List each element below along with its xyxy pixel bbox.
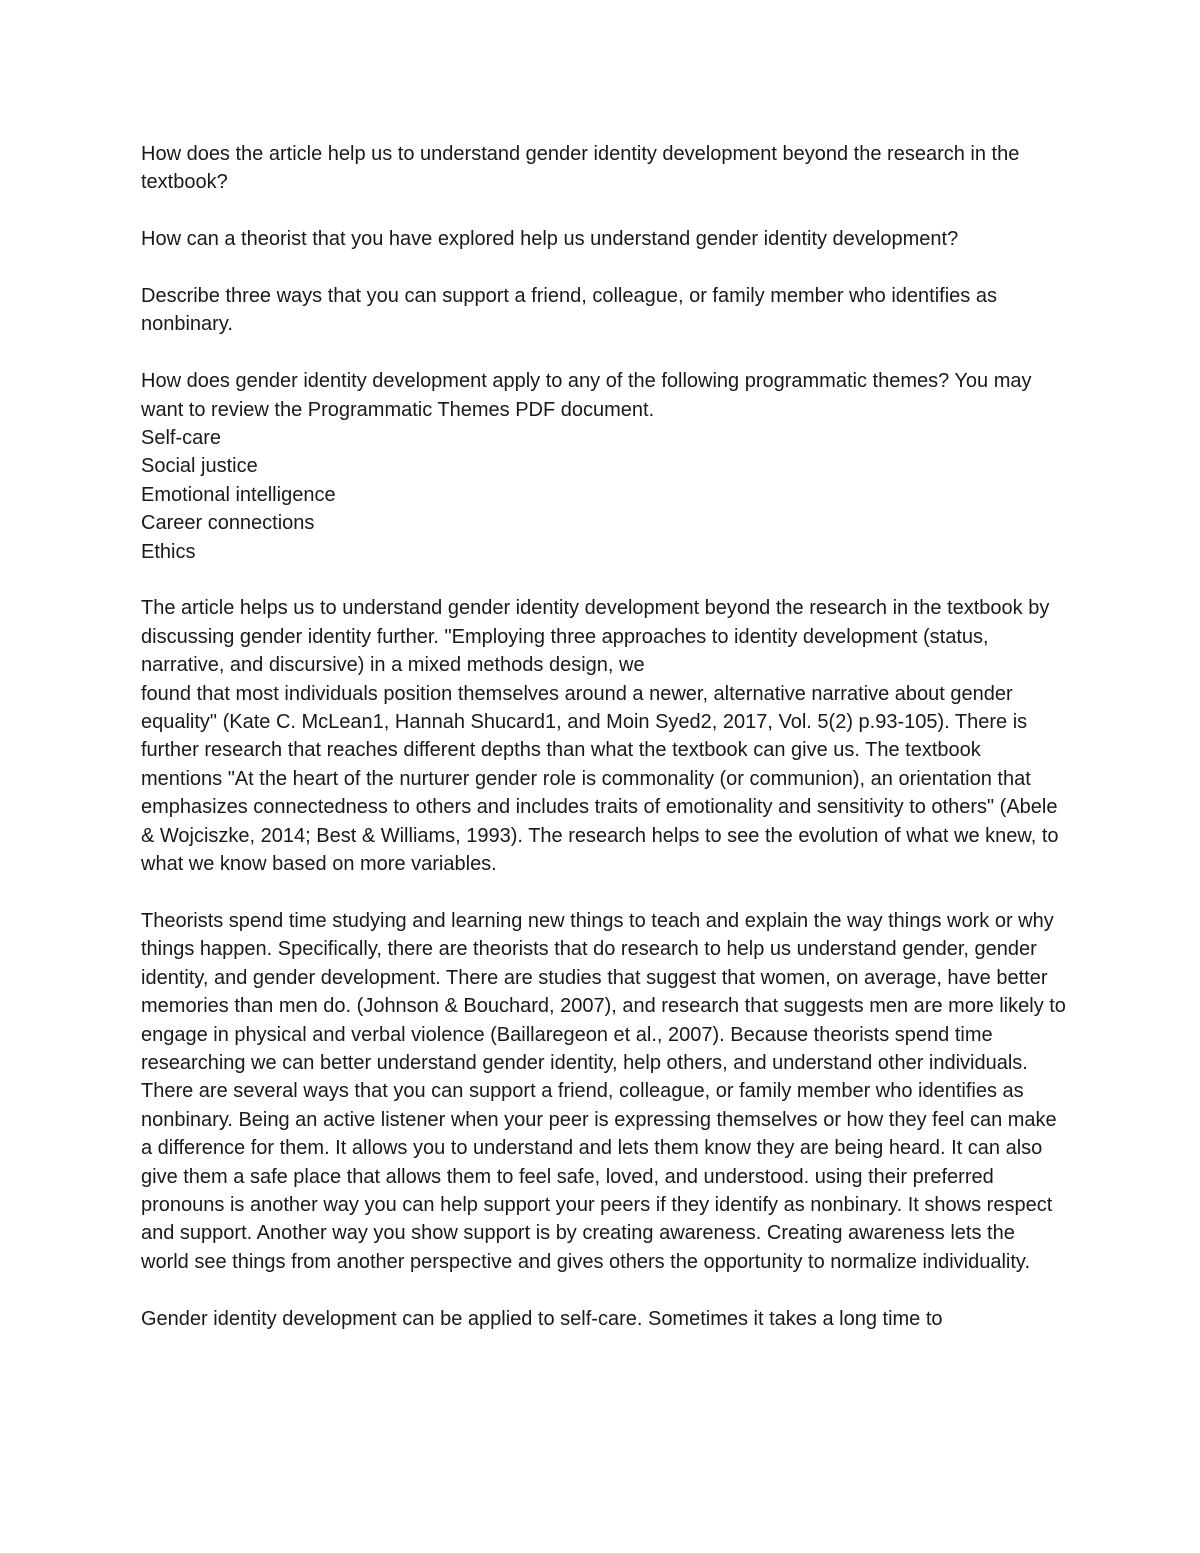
answer-4-paragraph: Gender identity development can be applied to self-care. Sometimes it takes a long time to [141, 1307, 943, 1330]
question-2: How can a theorist that you have explored help us understand gender identity development? [141, 228, 959, 251]
answer-2-paragraph: Theorists spend time studying and learning new things to teach and explain the way things work or why things happen. Specifically, there are theorists that do research to help us understand gender, gender identity, and gender development. There are studies that suggest that women, on average, have better memories than men do. (Johnson & Bouchard, 2007), and research that suggests men are more likely to engage in physical and verbal violence (Baillaregeon et al., 2007). Because theorists spend time researching we can better understand gender identity, help others, and understand other individuals. [141, 909, 1066, 1074]
theme-item-ethics: Ethics [141, 540, 196, 563]
theme-item-social-justice: Social justice [141, 455, 258, 478]
spacer [141, 1276, 1066, 1304]
question-3: Describe three ways that you can support a friend, colleague, or family member who identifies as nonbinary. [141, 285, 997, 336]
question-4: How does gender identity development apply to any of the following programmatic themes? You may want to review the Programmatic Themes PDF document. [141, 370, 1032, 421]
spacer [141, 879, 1066, 907]
theme-item-self-care: Self-care [141, 427, 222, 450]
answer-3-paragraph: There are several ways that you can support a friend, colleague, or family member who identifies as nonbinary. Being an active listener when your peer is expressing themselves or how they feel can make a difference for them. It allows you to understand and lets them know they are being heard. It can also give them a safe place that allows them to feel safe, loved, and understood. using their preferred pronouns is another way you can help support your peers if they identify as nonbinary. It shows respect and support. Another way you show support is by creating awareness. Creating awareness lets the world see things from another perspective and gives others the opportunity to normalize individuality. [141, 1080, 1057, 1273]
theme-item-emotional-intelligence: Emotional intelligence [141, 483, 336, 506]
question-1: How does the article help us to understand gender identity development beyond the research in the textbook? [141, 143, 1020, 194]
theme-item-career-connections: Career connections [141, 512, 315, 535]
document-page [141, 140, 1066, 1333]
spacer [141, 197, 1066, 225]
themes-list [141, 424, 1066, 566]
spacer [141, 566, 1066, 594]
spacer [141, 254, 1066, 282]
spacer [141, 339, 1066, 367]
answer-1-paragraph: The article helps us to understand gender identity development beyond the research in the textbook by discussing gender identity further. "Employing three approaches to identity development (status, narrative, and discursive) in a mixed methods design, we found that most individuals position themselves around a newer, alternative narrative about gender equality" (Kate C. McLean1, Hannah Shucard1, and Moin Syed2, 2017, Vol. 5(2) p.93-105). There is further research that reaches different depths than what the textbook can give us. The textbook mentions "At the heart of the nurturer gender role is commonality (or communion), an orientation that emphasizes connectedness to others and includes traits of emotionality and sensitivity to others" (Abele & Wojciszke, 2014; Best & Williams, 1993). The research helps to see the evolution of what we knew, to what we know based on more variables. [141, 597, 1059, 876]
